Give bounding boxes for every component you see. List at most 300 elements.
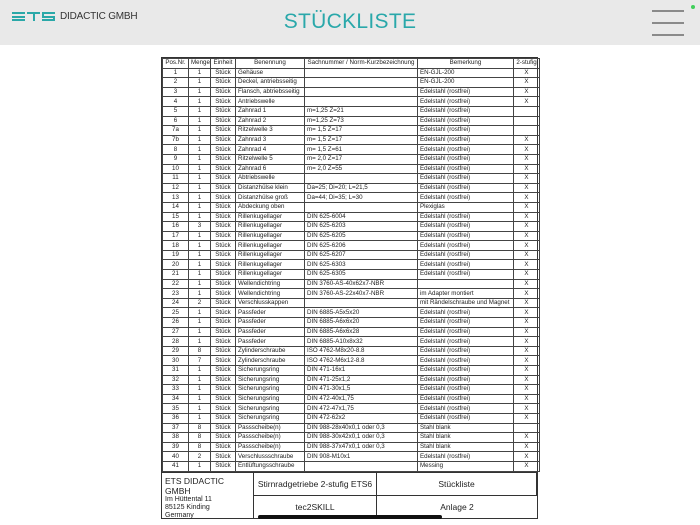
table-row	[163, 423, 540, 433]
cell-benennung: Zahnrad 2	[236, 116, 305, 126]
cell-pos: 3	[163, 87, 189, 97]
cell-pos: 21	[163, 270, 189, 280]
cell-zweistufig: X	[514, 260, 540, 270]
cell-menge: 1	[189, 135, 211, 145]
cell-benennung: Sicherungsring	[236, 375, 305, 385]
column-header-pos: Pos.Nr.	[163, 59, 189, 69]
cell-zweistufig: X	[514, 164, 540, 174]
cell-benennung: Abtriebswelle	[236, 174, 305, 184]
cell-benennung: Sicherungsring	[236, 385, 305, 395]
product-name: Stirnradgetriebe 2-stufig ETS6	[254, 473, 377, 496]
cell-pos: 40	[163, 452, 189, 462]
table-header-row	[163, 59, 540, 69]
cell-benennung: Zahnrad 1	[236, 106, 305, 116]
cell-sachnummer: DIN 6885-A6x6x20	[305, 318, 418, 328]
cell-zweistufig: X	[514, 250, 540, 260]
cell-menge: 1	[189, 260, 211, 270]
cell-benennung: Deckel, antriebsseitig	[236, 78, 305, 88]
cell-benennung: Abdeckung oben	[236, 202, 305, 212]
table-row	[163, 126, 540, 136]
cell-zweistufig: X	[514, 461, 540, 471]
cell-menge: 3	[189, 222, 211, 232]
cell-zweistufig: X	[514, 145, 540, 155]
cell-bemerkung: Edelstahl (rostfrei)	[418, 97, 514, 107]
cell-menge: 1	[189, 337, 211, 347]
table-row	[163, 433, 540, 443]
cell-sachnummer	[305, 461, 418, 471]
cell-menge: 1	[189, 461, 211, 471]
cell-sachnummer: DIN 6885-A10x8x32	[305, 337, 418, 347]
cell-benennung: Rillenkugellager	[236, 222, 305, 232]
cell-bemerkung: im Adapter montiert	[418, 289, 514, 299]
cell-pos: 7a	[163, 126, 189, 136]
cell-benennung: Verschlussschraube	[236, 452, 305, 462]
cell-einheit: Stück	[211, 106, 236, 116]
cell-pos: 5	[163, 106, 189, 116]
cell-pos: 41	[163, 461, 189, 471]
cell-bemerkung: Stahl blank	[418, 442, 514, 452]
cell-bemerkung: Edelstahl (rostfrei)	[418, 135, 514, 145]
cell-pos: 25	[163, 308, 189, 318]
menu-line-icon	[652, 22, 684, 24]
table-row	[163, 222, 540, 232]
cell-pos: 14	[163, 202, 189, 212]
cell-pos: 12	[163, 183, 189, 193]
address-city: 85125 Kinding	[165, 503, 210, 511]
cell-bemerkung: Stahl blank	[418, 423, 514, 433]
cell-einheit: Stück	[211, 394, 236, 404]
cell-sachnummer: DIN 625-6207	[305, 250, 418, 260]
cell-pos: 1	[163, 68, 189, 78]
cell-sachnummer: DIN 472-40x1,75	[305, 394, 418, 404]
cell-menge: 1	[189, 394, 211, 404]
cell-menge: 8	[189, 346, 211, 356]
cell-pos: 13	[163, 193, 189, 203]
cell-zweistufig: X	[514, 68, 540, 78]
cell-bemerkung: Edelstahl (rostfrei)	[418, 260, 514, 270]
cell-einheit: Stück	[211, 337, 236, 347]
column-header-zweistufig: 2-stufig	[514, 59, 540, 69]
menu-line-icon	[652, 10, 684, 12]
cell-benennung: Sicherungsring	[236, 404, 305, 414]
cell-menge: 1	[189, 154, 211, 164]
table-row	[163, 231, 540, 241]
cell-sachnummer	[305, 97, 418, 107]
cell-einheit: Stück	[211, 433, 236, 443]
cell-bemerkung: EN-GJL-200	[418, 68, 514, 78]
cell-einheit: Stück	[211, 164, 236, 174]
cell-pos: 10	[163, 164, 189, 174]
cell-benennung: Distanzhülse klein	[236, 183, 305, 193]
cell-bemerkung: Edelstahl (rostfrei)	[418, 404, 514, 414]
cell-benennung: Sicherungsring	[236, 366, 305, 376]
cell-bemerkung: Edelstahl (rostfrei)	[418, 154, 514, 164]
cell-pos: 39	[163, 442, 189, 452]
cell-zweistufig: X	[514, 87, 540, 97]
cell-zweistufig	[514, 423, 540, 433]
hamburger-menu-button[interactable]	[650, 8, 686, 38]
cell-menge: 1	[189, 78, 211, 88]
cell-zweistufig: X	[514, 337, 540, 347]
cell-sachnummer: DIN 472-47x1,75	[305, 404, 418, 414]
cell-zweistufig: X	[514, 346, 540, 356]
table-row	[163, 298, 540, 308]
cell-menge: 1	[189, 270, 211, 280]
cell-einheit: Stück	[211, 222, 236, 232]
cell-sachnummer: DIN 6885-A5x5x20	[305, 308, 418, 318]
cell-menge: 7	[189, 356, 211, 366]
cell-menge: 1	[189, 241, 211, 251]
cell-einheit: Stück	[211, 375, 236, 385]
table-row	[163, 106, 540, 116]
cell-menge: 1	[189, 68, 211, 78]
cell-pos: 4	[163, 97, 189, 107]
cell-sachnummer: DIN 988-37x47x0,1 oder 0,3	[305, 442, 418, 452]
table-row	[163, 327, 540, 337]
cell-pos: 26	[163, 318, 189, 328]
table-row	[163, 212, 540, 222]
cell-pos: 20	[163, 260, 189, 270]
cell-pos: 27	[163, 327, 189, 337]
cell-pos: 8	[163, 145, 189, 155]
cell-zweistufig: X	[514, 375, 540, 385]
table-row	[163, 337, 540, 347]
page-title: STÜCKLISTE	[283, 10, 417, 33]
cell-pos: 31	[163, 366, 189, 376]
cell-einheit: Stück	[211, 145, 236, 155]
cell-zweistufig: X	[514, 433, 540, 443]
cell-einheit: Stück	[211, 461, 236, 471]
cell-pos: 30	[163, 356, 189, 366]
cell-menge: 1	[189, 318, 211, 328]
table-body	[163, 68, 540, 471]
cell-menge: 2	[189, 452, 211, 462]
cell-einheit: Stück	[211, 212, 236, 222]
cell-einheit: Stück	[211, 423, 236, 433]
cell-menge: 8	[189, 423, 211, 433]
cell-bemerkung: Edelstahl (rostfrei)	[418, 116, 514, 126]
cell-pos: 15	[163, 212, 189, 222]
cell-pos: 11	[163, 174, 189, 184]
cell-einheit: Stück	[211, 452, 236, 462]
cell-bemerkung: Edelstahl (rostfrei)	[418, 126, 514, 136]
table-row	[163, 250, 540, 260]
cell-zweistufig: X	[514, 394, 540, 404]
cell-zweistufig: X	[514, 222, 540, 232]
cell-bemerkung: Edelstahl (rostfrei)	[418, 327, 514, 337]
cell-einheit: Stück	[211, 298, 236, 308]
cell-menge: 1	[189, 183, 211, 193]
cell-sachnummer: Da=44; Di=35; L=30	[305, 193, 418, 203]
logo-text: DIDACTIC GMBH	[60, 11, 138, 22]
cell-bemerkung: Edelstahl (rostfrei)	[418, 366, 514, 376]
cell-sachnummer: DIN 471-16x1	[305, 366, 418, 376]
cell-menge: 1	[189, 212, 211, 222]
cell-pos: 24	[163, 298, 189, 308]
cell-bemerkung: Edelstahl (rostfrei)	[418, 193, 514, 203]
cell-menge: 1	[189, 231, 211, 241]
table-row	[163, 87, 540, 97]
cell-bemerkung: Edelstahl (rostfrei)	[418, 174, 514, 184]
cell-sachnummer: m= 1,5 Z=61	[305, 145, 418, 155]
cell-menge: 1	[189, 366, 211, 376]
cell-benennung: Zahnrad 6	[236, 164, 305, 174]
cell-menge: 1	[189, 116, 211, 126]
cell-zweistufig: X	[514, 78, 540, 88]
cell-menge: 1	[189, 385, 211, 395]
cell-einheit: Stück	[211, 413, 236, 423]
cell-zweistufig: X	[514, 318, 540, 328]
cell-sachnummer	[305, 174, 418, 184]
column-header-einheit: Einheit	[211, 59, 236, 69]
cell-bemerkung: Edelstahl (rostfrei)	[418, 183, 514, 193]
cell-menge: 8	[189, 433, 211, 443]
cell-menge: 1	[189, 106, 211, 116]
cell-zweistufig: X	[514, 97, 540, 107]
company-info	[162, 473, 254, 518]
cell-einheit: Stück	[211, 87, 236, 97]
cell-pos: 35	[163, 404, 189, 414]
cell-sachnummer: m= 2,0 Z=55	[305, 164, 418, 174]
cell-zweistufig	[514, 106, 540, 116]
table-row	[163, 174, 540, 184]
table-row	[163, 164, 540, 174]
cell-bemerkung: Edelstahl (rostfrei)	[418, 308, 514, 318]
cell-sachnummer: DIN 472-62x2	[305, 413, 418, 423]
cell-bemerkung: Edelstahl (rostfrei)	[418, 145, 514, 155]
cell-benennung: Zahnrad 3	[236, 135, 305, 145]
cell-benennung: Rillenkugellager	[236, 260, 305, 270]
title-block	[162, 472, 537, 518]
cell-menge: 1	[189, 97, 211, 107]
cell-einheit: Stück	[211, 270, 236, 280]
cell-benennung: Passfeder	[236, 308, 305, 318]
cell-bemerkung: EN-GJL-200	[418, 78, 514, 88]
table-row	[163, 356, 540, 366]
table-row	[163, 318, 540, 328]
column-header-menge: Menge	[189, 59, 211, 69]
cell-zweistufig: X	[514, 327, 540, 337]
table-row	[163, 202, 540, 212]
cell-sachnummer: DIN 625-6205	[305, 231, 418, 241]
cell-menge: 1	[189, 404, 211, 414]
cell-bemerkung: Edelstahl (rostfrei)	[418, 212, 514, 222]
cell-sachnummer: ISO 4762-M8x20-8.8	[305, 346, 418, 356]
cell-einheit: Stück	[211, 327, 236, 337]
cell-bemerkung: Edelstahl (rostfrei)	[418, 375, 514, 385]
cell-sachnummer: DIN 908-M10x1	[305, 452, 418, 462]
cell-benennung: Passscheibe(n)	[236, 423, 305, 433]
cell-einheit: Stück	[211, 308, 236, 318]
cell-zweistufig: X	[514, 289, 540, 299]
cell-menge: 1	[189, 279, 211, 289]
cell-pos: 38	[163, 433, 189, 443]
cell-benennung: Gehäuse	[236, 68, 305, 78]
cell-benennung: Passfeder	[236, 327, 305, 337]
document-type: Stückliste	[377, 473, 537, 496]
column-header-bemerkung: Bemerkung	[418, 59, 514, 69]
cell-einheit: Stück	[211, 193, 236, 203]
cell-einheit: Stück	[211, 366, 236, 376]
cell-zweistufig: X	[514, 270, 540, 280]
table-row	[163, 394, 540, 404]
cell-zweistufig: X	[514, 308, 540, 318]
cell-zweistufig	[514, 116, 540, 126]
cell-sachnummer: DIN 625-6206	[305, 241, 418, 251]
cell-menge: 1	[189, 250, 211, 260]
cell-pos: 28	[163, 337, 189, 347]
table-row	[163, 145, 540, 155]
cell-menge: 1	[189, 327, 211, 337]
parts-list-sheet	[161, 57, 538, 519]
cell-benennung: Antriebswelle	[236, 97, 305, 107]
cell-sachnummer	[305, 87, 418, 97]
cell-einheit: Stück	[211, 289, 236, 299]
cell-einheit: Stück	[211, 202, 236, 212]
cell-pos: 22	[163, 279, 189, 289]
home-indicator[interactable]	[258, 515, 442, 519]
cell-pos: 23	[163, 289, 189, 299]
cell-sachnummer: m=1,25 Z=21	[305, 106, 418, 116]
cell-pos: 2	[163, 78, 189, 88]
cell-menge: 1	[189, 87, 211, 97]
cell-benennung: Passscheibe(n)	[236, 433, 305, 443]
table-row	[163, 270, 540, 280]
cell-benennung: Distanzhülse groß	[236, 193, 305, 203]
cell-benennung: Zylinderschraube	[236, 356, 305, 366]
cell-zweistufig: X	[514, 154, 540, 164]
cell-bemerkung: Edelstahl (rostfrei)	[418, 87, 514, 97]
cell-einheit: Stück	[211, 241, 236, 251]
cell-bemerkung	[418, 279, 514, 289]
cell-sachnummer: DIN 625-6203	[305, 222, 418, 232]
cell-zweistufig: X	[514, 231, 540, 241]
cell-pos: 32	[163, 375, 189, 385]
cell-zweistufig: X	[514, 174, 540, 184]
cell-zweistufig: X	[514, 452, 540, 462]
cell-einheit: Stück	[211, 68, 236, 78]
cell-zweistufig: X	[514, 241, 540, 251]
status-dot-icon	[691, 5, 695, 9]
cell-sachnummer: DIN 988-30x42x0,1 oder 0,3	[305, 433, 418, 443]
cell-sachnummer: DIN 3760-AS-40x62x7-NBR	[305, 279, 418, 289]
cell-benennung: Rillenkugellager	[236, 270, 305, 280]
cell-menge: 2	[189, 298, 211, 308]
address-country: Germany	[165, 511, 194, 519]
table-row	[163, 154, 540, 164]
cell-bemerkung: Edelstahl (rostfrei)	[418, 231, 514, 241]
table-row	[163, 346, 540, 356]
cell-einheit: Stück	[211, 404, 236, 414]
cell-benennung: Rillenkugellager	[236, 250, 305, 260]
cell-benennung: Entlüftungsschraube	[236, 461, 305, 471]
table-row	[163, 68, 540, 78]
cell-pos: 17	[163, 231, 189, 241]
cell-bemerkung: Edelstahl (rostfrei)	[418, 318, 514, 328]
cell-zweistufig: X	[514, 279, 540, 289]
table-row	[163, 279, 540, 289]
company-name: ETS DIDACTIC GMBH	[165, 475, 225, 496]
cell-bemerkung: Edelstahl (rostfrei)	[418, 346, 514, 356]
cell-bemerkung: Edelstahl (rostfrei)	[418, 250, 514, 260]
cell-sachnummer: m=1,25 Z=73	[305, 116, 418, 126]
cell-sachnummer: DIN 988-28x40x0,1 oder 0,3	[305, 423, 418, 433]
cell-pos: 33	[163, 385, 189, 395]
cell-sachnummer: m= 2,0 Z=17	[305, 154, 418, 164]
table-row	[163, 375, 540, 385]
cell-menge: 1	[189, 202, 211, 212]
cell-menge: 1	[189, 413, 211, 423]
cell-benennung: Verschlusskappen	[236, 298, 305, 308]
cell-bemerkung: Edelstahl (rostfrei)	[418, 164, 514, 174]
cell-benennung: Flansch, abtriebsseitig	[236, 87, 305, 97]
cell-zweistufig: X	[514, 385, 540, 395]
cell-zweistufig: X	[514, 135, 540, 145]
cell-sachnummer: Da=25; Di=20; L=21,5	[305, 183, 418, 193]
cell-benennung: Zylinderschraube	[236, 346, 305, 356]
cell-sachnummer: m= 1,5 Z=17	[305, 126, 418, 136]
table-row	[163, 404, 540, 414]
cell-einheit: Stück	[211, 116, 236, 126]
cell-pos: 9	[163, 154, 189, 164]
cell-pos: 34	[163, 394, 189, 404]
cell-bemerkung: Edelstahl (rostfrei)	[418, 394, 514, 404]
cell-sachnummer: DIN 6885-A6x6x28	[305, 327, 418, 337]
cell-pos: 18	[163, 241, 189, 251]
cell-benennung: Rillenkugellager	[236, 212, 305, 222]
cell-menge: 1	[189, 145, 211, 155]
cell-pos: 7b	[163, 135, 189, 145]
cell-zweistufig: X	[514, 404, 540, 414]
cell-sachnummer: DIN 625-6004	[305, 212, 418, 222]
cell-benennung: Wellendichtring	[236, 279, 305, 289]
cell-einheit: Stück	[211, 385, 236, 395]
cell-sachnummer: ISO 4762-M6x12-8.8	[305, 356, 418, 366]
cell-benennung: Passscheibe(n)	[236, 442, 305, 452]
address-street: Im Hüttental 11	[165, 495, 212, 503]
cell-bemerkung: Edelstahl (rostfrei)	[418, 270, 514, 280]
cell-benennung: Passfeder	[236, 337, 305, 347]
cell-bemerkung: Stahl blank	[418, 433, 514, 443]
table-row	[163, 461, 540, 471]
cell-pos: 29	[163, 346, 189, 356]
table-row	[163, 78, 540, 88]
cell-menge: 1	[189, 193, 211, 203]
cell-bemerkung: Edelstahl (rostfrei)	[418, 222, 514, 232]
table-row	[163, 385, 540, 395]
cell-menge: 1	[189, 126, 211, 136]
cell-bemerkung: mit Rändelschraube und Magnet	[418, 298, 514, 308]
cell-benennung: Rillenkugellager	[236, 241, 305, 251]
cell-benennung: Sicherungsring	[236, 413, 305, 423]
column-header-sachnummer: Sachnummer / Norm-Kurzbezeichnung	[305, 59, 418, 69]
cell-zweistufig: X	[514, 366, 540, 376]
cell-einheit: Stück	[211, 78, 236, 88]
cell-zweistufig: X	[514, 298, 540, 308]
table-row	[163, 97, 540, 107]
cell-bemerkung: Messing	[418, 461, 514, 471]
cell-zweistufig: X	[514, 356, 540, 366]
cell-sachnummer: m= 1,5 Z=17	[305, 135, 418, 145]
cell-einheit: Stück	[211, 260, 236, 270]
cell-menge: 1	[189, 375, 211, 385]
top-bar	[0, 0, 700, 45]
cell-einheit: Stück	[211, 250, 236, 260]
cell-einheit: Stück	[211, 356, 236, 366]
table-row	[163, 413, 540, 423]
cell-einheit: Stück	[211, 154, 236, 164]
cell-einheit: Stück	[211, 442, 236, 452]
